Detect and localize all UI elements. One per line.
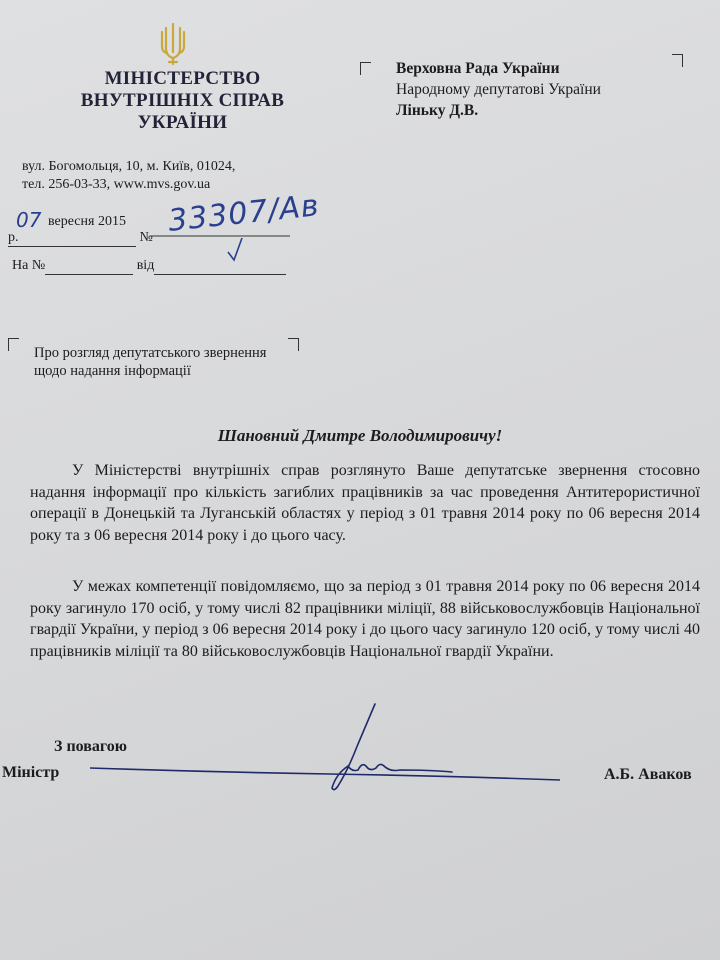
ministry-line-3: УКРАЇНИ [137, 112, 228, 133]
body-paragraph-2: У межах компетенції повідомляємо, що за період з 01 травня 2014 року по 06 вересня 2014 року загинуло 170 осіб, у тому числі 82 працівники міліції, 88 військовослужбовців Національної гвардії України, у період з 06 вересня 2014 року і до цього часу загинуло 120 осіб, у тому числі 40 працівників міліції та 80 військовослужбовців Національної гвардії України. [30, 578, 700, 660]
reference-number-label: На № [12, 258, 46, 273]
handwritten-signature [90, 700, 560, 800]
recipient-line-1: Верховна Рада України [396, 60, 560, 77]
outgoing-date-line [8, 208, 153, 247]
handwritten-day: 07 [16, 208, 42, 232]
recipient-line-3: Ліньку Д.В. [396, 102, 479, 119]
recipient-corner-right [672, 54, 683, 67]
trident-emblem-icon [158, 22, 188, 66]
body-paragraph-1: У Міністерстві внутрішніх справ розглянуто Ваше депутатське звернення стосовно надання інформації про кількість загиблих працівників за час проведення Антитерористичної операції в Донецькій та Луганській областях у період з 01 травня 2014 року по 06 вересня 2014 року та з 06 вересня 2014 року і до цього часу. [30, 462, 700, 544]
subject-line-1: Про розгляд депутатського звернення [34, 345, 267, 361]
date-text: вересня 2015 р. [8, 214, 126, 245]
subject-block [34, 344, 266, 380]
ministry-line-1: МІНІСТЕРСТВО [104, 68, 261, 89]
ministry-line-2: ВНУТРІШНІХ СПРАВ [80, 90, 285, 111]
recipient-corner-left [360, 62, 371, 75]
number-label: № [139, 230, 153, 245]
address-line-1: вул. Богомольця, 10, м. Київ, 01024, [22, 159, 236, 174]
recipient-line-2: Народному депутатові України [396, 81, 601, 98]
reference-number-blank [45, 258, 133, 275]
handwritten-registration-number: 33307/Ав [166, 188, 322, 239]
ministry-address [22, 158, 235, 194]
subject-line-2: щодо надання інформації [34, 363, 191, 379]
subject-corner-left [8, 338, 19, 351]
ministry-name [20, 68, 345, 134]
reference-date-label: від [136, 258, 155, 273]
salutation: Шановний Дмитре Володимировичу! [217, 426, 503, 445]
subject-corner-right [288, 338, 299, 351]
address-line-2: тел. 256-03-33, www.mvs.gov.ua [22, 177, 211, 192]
recipient-block [396, 58, 601, 121]
reference-date-blank [154, 258, 286, 275]
closing-regards: З повагою [54, 738, 127, 755]
date-field [8, 208, 136, 247]
signatory-position: Міністр [2, 764, 60, 781]
reference-line [12, 258, 286, 275]
signatory-name: А.Б. Аваков [604, 766, 692, 783]
